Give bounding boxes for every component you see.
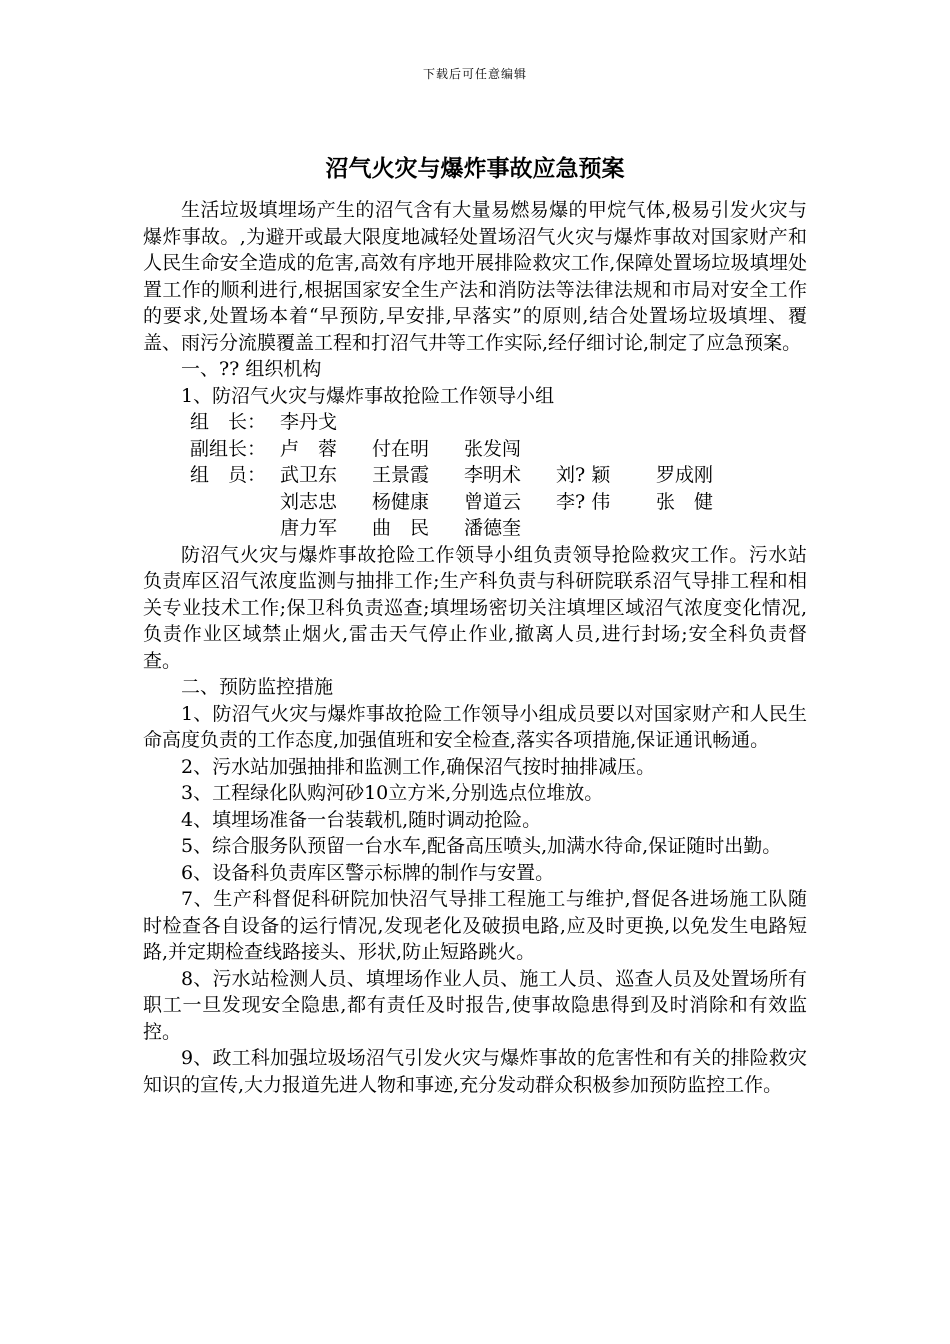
intro-paragraph: 生活垃圾填埋场产生的沼气含有大量易燃易爆的甲烷气体,极易引发火灾与爆炸事故。,为避开或最大限度地减轻处置场沼气火灾与爆炸事故对国家财产和人民生命安全造成的危害,高效有序地开展排险救灾工作,保障处置场垃圾填埋处置工作的顺利进行,根据国家安全生产法和消防法等法律法规和市局对安全工作的要求,处置场本着“早预防,早安排,早落实”的原则,结合处置场垃圾填埋、覆盖、雨污分流膜覆盖工程和打沼气井等工作实际,经仔细讨论,制定了应急预案。 <box>143 199 807 354</box>
member-name: 李? 伟 <box>556 490 611 513</box>
section1-heading: 一、?? 组织机构 <box>181 358 322 380</box>
member-names <box>280 515 556 542</box>
measure-item: 2、污水站加强抽排和监测工作,确保沼气按时抽排减压。 <box>181 755 656 778</box>
members-row-2 <box>143 489 807 516</box>
member-name: 曲 民 <box>372 517 430 539</box>
leader-row <box>143 409 807 436</box>
members-row-1 <box>143 462 807 489</box>
member-name: 曾道云 <box>464 490 522 513</box>
deputy-name: 张发闯 <box>464 437 522 460</box>
member-name: 罗成刚 <box>656 464 714 486</box>
responsibility-paragraph: 防沼气火灾与爆炸事故抢险工作领导小组负责领导抢险救灾工作。污水站负责库区沼气浓度监测与抽排工作;生产科负责与科研院联系沼气导排工程和相关专业技术工作;保卫科负责巡查;填埋场密切关注填埋区域沼气浓度变化情况,负责作业区域禁止烟火,雷击天气停止作业,撤离人员,进行封场;安全科负责督查。 <box>143 543 807 672</box>
member-names <box>280 462 748 489</box>
members-label: 组 员： <box>190 464 267 486</box>
measure-item: 4、填埋场准备一台装载机,随时调动抢险。 <box>181 808 542 831</box>
deputy-row <box>143 436 807 463</box>
member-name: 潘德奎 <box>464 517 522 539</box>
deputy-name: 卢 蓉 <box>280 437 338 460</box>
leader-label: 组 长： <box>190 411 267 433</box>
section1-subheading: 1、防沼气火灾与爆炸事故抢险工作领导小组 <box>181 384 555 407</box>
member-name: 唐力军 <box>280 517 338 539</box>
measure-item: 1、防沼气火灾与爆炸事故抢险工作领导小组成员要以对国家财产和人民生命高度负责的工作态度,加强值班和安全检查,落实各项措施,保证通讯畅通。 <box>143 702 807 751</box>
leader-names <box>280 409 372 436</box>
section2-heading: 二、预防监控措施 <box>181 676 334 698</box>
measure-item: 7、生产科督促科研院加快沼气导排工程施工与维护,督促各进场施工队随时检查各自设备的运行情况,发现老化及破损电路,应及时更换,以免发生电路短路,并定期检查线路接头、形状,防止短路跳火。 <box>143 888 807 963</box>
measure-item: 8、污水站检测人员、填埋场作业人员、施工人员、巡查人员及处置场所有职工一旦发现安全隐患,都有责任及时报告,使事故隐患得到及时消除和有效监控。 <box>143 967 807 1043</box>
member-name: 王景霞 <box>372 464 430 486</box>
member-name: 杨健康 <box>372 490 430 513</box>
measure-item: 6、设备科负责库区警示标牌的制作与安置。 <box>181 861 555 884</box>
member-name: 武卫东 <box>280 464 338 486</box>
member-name: 李明术 <box>464 464 522 486</box>
document-title: 沼气火灾与爆炸事故应急预案 <box>325 156 625 182</box>
members-row-3 <box>143 515 807 542</box>
member-name: 刘志忠 <box>280 490 338 513</box>
measure-item: 9、政工科加强垃圾场沼气引发火灾与爆炸事故的危害性和有关的排险救灾知识的宣传,大力报道先进人物和事迹,充分发动群众积极参加预防监控工作。 <box>143 1047 807 1096</box>
deputy-label: 副组长： <box>190 437 267 460</box>
measure-item: 3、工程绿化队购河砂10立方米,分别选点位堆放。 <box>181 782 604 804</box>
member-name: 刘? 颖 <box>556 464 611 486</box>
member-names <box>280 489 748 516</box>
measure-item: 5、综合服务队预留一台水车,配备高压喷头,加满水待命,保证随时出勤。 <box>181 835 782 857</box>
document-body <box>143 197 807 1098</box>
deputy-name: 付在明 <box>372 437 430 460</box>
leader-name: 李丹戈 <box>280 411 338 433</box>
member-name: 张 健 <box>656 490 714 513</box>
deputy-names <box>280 436 556 463</box>
header-note: 下载后可任意编辑 <box>422 67 527 81</box>
